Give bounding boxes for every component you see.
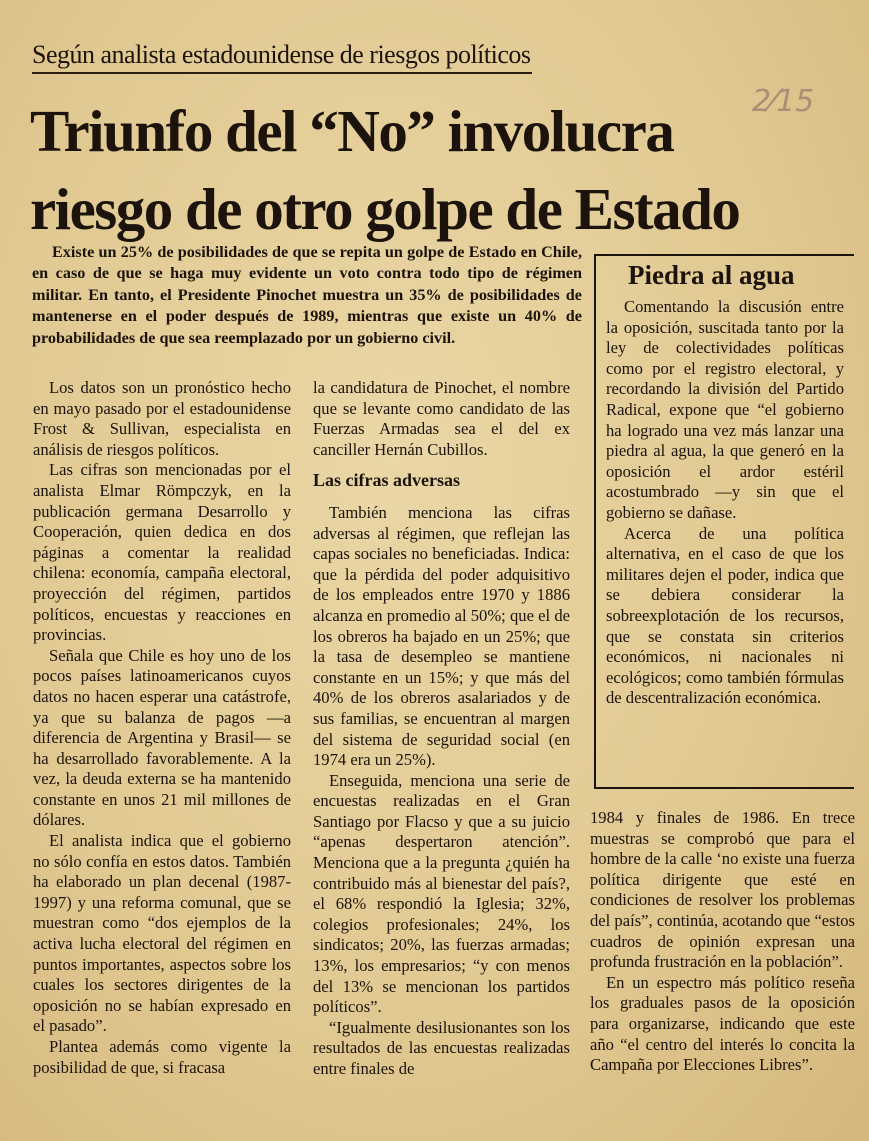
headline bbox=[30, 92, 860, 248]
col2-paragraph-1: También menciona las cifras adversas al régimen, que reflejan las capas sociales no beneficiadas. Indica: que la pérdida del poder adquisitivo de los empleados entre 1970 y 1886 alcanza en promedio al 50%; que el de los obreros ha bajado en un 25%; que la tasa de desempleo se mantiene constante en un 15%; y que más del 40% de los obreros asalariados y de sus familias, se encuentran al margen del sistema de seguridad social (en 1974 era un 25%). bbox=[313, 502, 570, 770]
kicker-line: Según analista estadounidense de riesgos políticos bbox=[32, 40, 532, 74]
col3-paragraph-2: En un espectro más político reseña los graduales pasos de la oposición para organizarse, indicando que este año “el centro del interés lo concita la Campaña por Elecciones Libres”. bbox=[590, 972, 855, 1075]
headline-line-1: Triunfo del “No” involucra bbox=[30, 98, 674, 164]
col2-intro: la candidatura de Pinochet, el nombre que se levante como candidato de las Fuerzas Armadas sea el del ex canciller Hernán Cubillos. bbox=[313, 378, 570, 459]
sidebar-box bbox=[594, 254, 854, 789]
sidebar-paragraph-2: Acerca de una política alternativa, en el caso de que los militares dejen el poder, indica que se debiera considerar la sobreexplotación de los recursos, que se constata sin criterios económicos, ni nacionales ni ecológicos; como también fórmulas de descentralización económica. bbox=[606, 523, 844, 708]
sidebar-body bbox=[606, 297, 844, 709]
sidebar-paragraph-1: Comentando la discusión entre la oposición, suscitada tanto por la ley de colectividades políticas como por el registro electoral, y recordando la división del Partido Radical, expone que “el gobierno ha logrado una vez más lanzar una piedra al agua, la que generó en la oposición el ardor estéril acostumbrado —y sin que el gobierno se dañase. bbox=[606, 297, 844, 522]
col1-paragraph-1: Los datos son un pronóstico hecho en mayo pasado por el estadounidense Frost & Sullivan, especialista en análisis de riesgos políticos. bbox=[33, 378, 291, 459]
col1-paragraph-2: Las cifras son mencionadas por el analista Elmar Römpczyk, en la publicación germana Desarrollo y Cooperación, quien dedica en dos páginas a comentar la realidad chilena: economía, campaña electoral, proyección del régimen, partidos políticos, encuestas y reacciones en provincias. bbox=[33, 460, 291, 645]
col3-paragraph-1: 1984 y finales de 1986. En trece muestras se comprobó que para el hombre de la calle ‘no existe una fuerza política dirigente que esté en condiciones de resolver los problemas del país”, continúa, acotando que “estos cuadros de opinión expresan una profunda frustración en la población”. bbox=[590, 808, 855, 972]
col1-paragraph-4: El analista indica que el gobierno no sólo confía en estos datos. También ha elaborado un plan decenal (1987-1997) y una reforma comunal, que se muestran como “dos ejemplos de la activa lucha electoral del régimen en puntos importantes, aspectos sobre los cuales los sectores dirigentes de la oposición no se habían expresado en el pasado”. bbox=[33, 831, 291, 1036]
subhead-cifras-adversas: Las cifras adversas bbox=[313, 470, 460, 491]
col2-paragraph-2: Enseguida, menciona una serie de encuestas realizadas en el Gran Santiago por Flacso y que a su juicio “apenas despertaron atención”. Menciona que a la pregunta ¿quién ha contribuido más al bienestar del país?, el 68% respondió la Iglesia; 32%, colegios profesionales; 24%, los sindicatos; 20%, las fuerzas armadas; 13%, los empresarios; “y con menos del 13% se mencionan los partidos políticos”. bbox=[313, 770, 570, 1017]
lead-paragraph: Existe un 25% de posibilidades de que se repita un golpe de Estado en Chile, en caso de que se haga muy evidente un voto contra todo tipo de régimen militar. En tanto, el Presidente Pinochet muestra un 35% de posibilidades de mantenerse en el poder después de 1989, mientras que existe un 40% de probabilidades de que sea reemplazado por un gobierno civil. bbox=[32, 243, 582, 347]
column-3 bbox=[590, 808, 855, 1076]
column-1 bbox=[33, 378, 291, 1078]
column-2 bbox=[313, 378, 570, 1080]
col1-paragraph-5: Plantea además como vigente la posibilidad de que, si fracasa bbox=[33, 1037, 291, 1077]
col2-paragraph-3: “Igualmente desilusionantes son los resultados de las encuestas realizadas entre finales de bbox=[313, 1017, 570, 1078]
col1-paragraph-3: Señala que Chile es hoy uno de los pocos países latinoamericanos cuyos datos no hacen esperar una catástrofe, ya que su balanza de pagos —a diferencia de Argentina y Brasil— se ha desarrollado favorablemente. A la vez, la deuda externa se ha mantenido constante en unos 21 mil millones de dólares. bbox=[33, 645, 291, 830]
headline-line-2: riesgo de otro golpe de Estado bbox=[30, 176, 740, 242]
handwritten-margin-note: 2⁄15 bbox=[752, 84, 815, 119]
sidebar-title: Piedra al agua bbox=[628, 260, 795, 290]
